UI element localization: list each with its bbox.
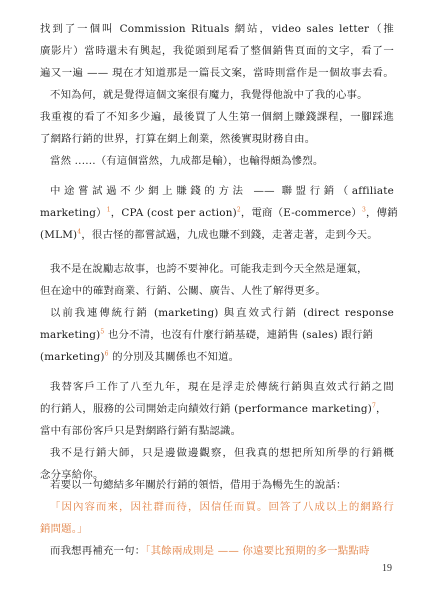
footnote-marker: 3	[361, 206, 367, 214]
text-fragment: ，很古怪的都嘗試過，九成也賺不到錢，走著走著，走到今天。	[81, 229, 378, 241]
text-fragment: 而我想再補充一句：	[50, 545, 146, 557]
text-line	[40, 324, 394, 346]
text-line: 遍又一遍 —— 現在才知道那是一篇長文案，當時則當作是一個故事去看。	[40, 67, 394, 79]
text-fragment: marketing）	[40, 207, 107, 219]
paragraph-summary-quote	[40, 474, 394, 562]
text-fragment: marketing)	[40, 329, 101, 341]
text-line: 但在途中的確對商業、行銷、公關、廣告、人性了解得更多。	[40, 285, 326, 297]
text-line	[40, 202, 398, 224]
text-line: 念分享給你。	[40, 469, 104, 481]
text-fragment: ，電商（E-commerce）	[240, 207, 362, 219]
footnote-marker: 6	[104, 350, 109, 358]
paragraph-career	[40, 376, 394, 486]
text-line: 廣影片）當時還未有興起，我從頭到尾看了整個銷售頁面的文字，看了一	[40, 45, 394, 57]
quote-fragment: 「其餘兩成則是 —— 你遠要比預期的多一點點時	[145, 545, 370, 557]
footnote-marker: 1	[106, 206, 111, 214]
text-fragment: ，	[376, 403, 387, 415]
paragraph-intro	[40, 18, 394, 172]
text-line: 當中有部份客戶只是對網路行銷有點認識。	[40, 425, 242, 437]
footnote-marker: 5	[100, 328, 105, 336]
text-line: 中途嘗試過不少網上賺錢的方法 —— 聯盟行銷（affiliate	[50, 185, 394, 197]
text-fragment: 的分別及其關係也不知道。	[108, 351, 240, 363]
footnote-marker: 4	[77, 228, 82, 236]
text-fragment: ，CPA (cost per action)	[110, 207, 237, 219]
paragraph-not-inspirational	[40, 258, 394, 302]
text-line: 我重複的看了不知多少遍，最後買了人生第一個網上賺錢課程，一腳踩進	[40, 111, 394, 123]
text-line: 我不是在說勵志故事，也誇不要神化。可能我走到今天全然是運氣，	[50, 263, 368, 275]
text-line: 當然 ......（有這個當然，九成都是輸），也輸得頗為慘烈。	[50, 155, 324, 167]
text-line: 了網路行銷的世界，打算在網上創業，然後實現財務自由。	[40, 133, 316, 145]
page-number: 19	[382, 563, 392, 574]
text-line	[40, 224, 394, 246]
text-line: 若要以一句總結多年關於行銷的領悟，借用于為暢先生的說話：	[50, 479, 347, 491]
paragraph-direct-response	[40, 302, 394, 368]
text-line: 不知為何，就是覺得這個文案很有魔力，我覺得他說中了我的心事。	[50, 89, 368, 101]
text-fragment: 也分不清，也沒有什麼行銷基礎，連銷售 (sales) 跟行銷	[104, 329, 374, 341]
text-fragment: ，傳銷	[366, 207, 398, 219]
text-line: 以前我連傳統行銷 (marketing) 與直效式行銷 (direct response	[50, 307, 394, 319]
quote-line: 銷問題。」	[40, 523, 88, 535]
text-line: 我不是行銷大師，只是邊做邊觀察，但我真的想把所知所學的行銷概	[50, 447, 394, 459]
paragraph-methods	[40, 180, 398, 246]
text-line: 我替客戶工作了八至九年，現在是浮走於傳統行銷與直效式行銷之間	[50, 381, 394, 393]
text-line	[40, 540, 394, 562]
text-line: 找到了一個叫 Commission Rituals 網站，video sales letter（推	[40, 23, 394, 35]
text-fragment: 的行銷人，服務的公司開始走向績效行銷 (performance marketing)	[40, 403, 372, 415]
text-line	[40, 398, 394, 420]
text-fragment: (MLM)	[40, 229, 78, 241]
footnote-marker: 7	[372, 402, 377, 410]
text-fragment: (marketing)	[40, 351, 105, 363]
text-line	[40, 346, 394, 368]
quote-line: 「因內容而來，因社群而待，因信任而買。回答了八成以上的網路行	[50, 501, 394, 513]
footnote-marker: 2	[236, 206, 241, 214]
